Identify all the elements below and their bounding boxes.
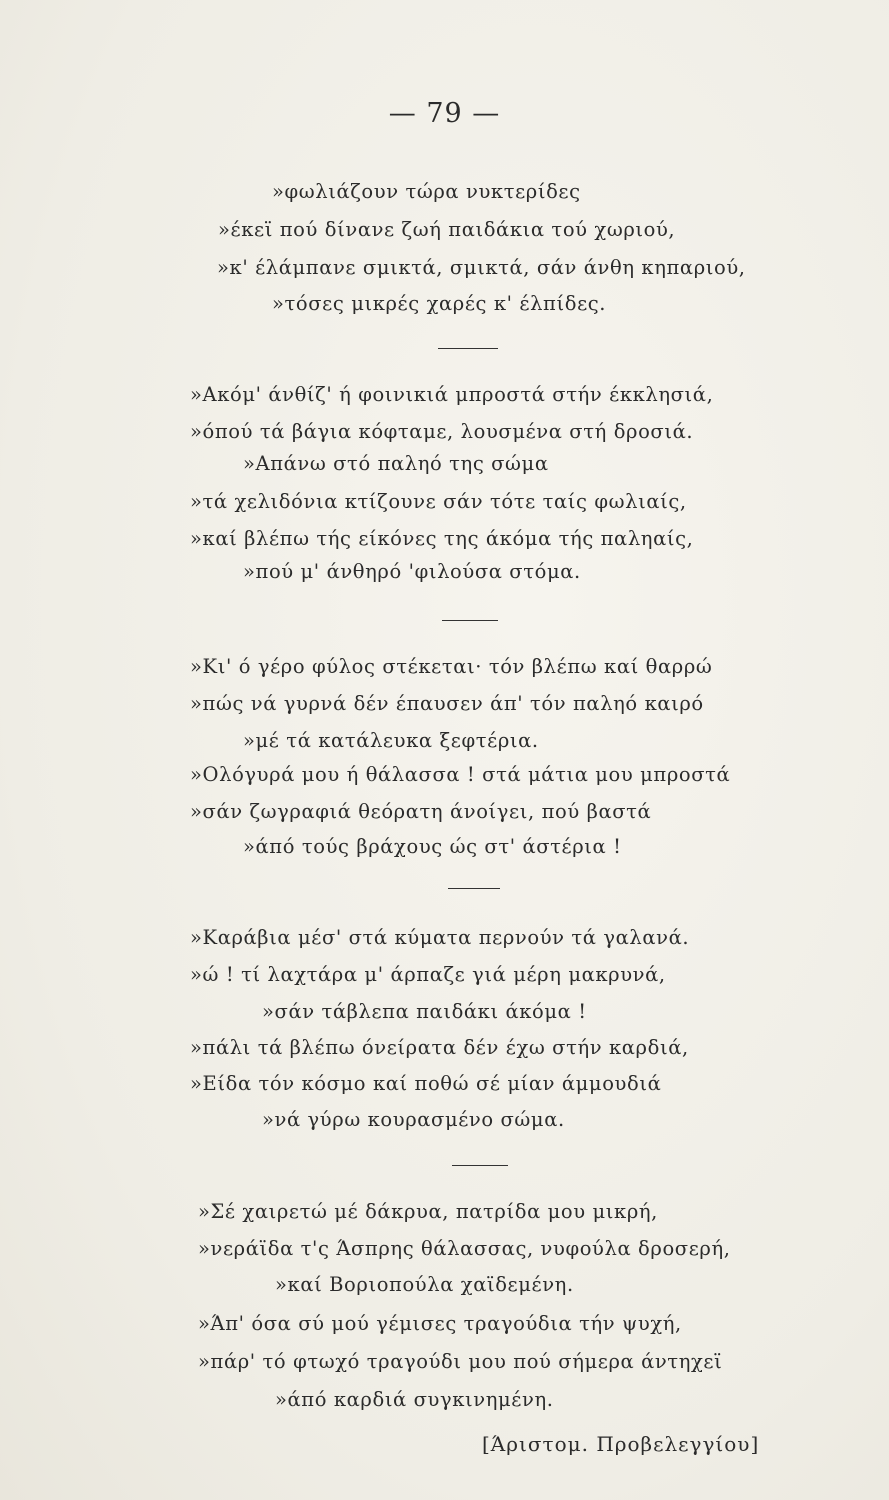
- poem-line: »καί Βοριοπούλα χαϊδεμένη.: [275, 1273, 574, 1296]
- poem-line: »μέ τά κατάλευκα ξεφτέρια.: [243, 729, 539, 752]
- poem-line: »ώ ! τί λαχτάρα μ' άρπαζε γιά μέρη μακρυνά,: [190, 963, 666, 986]
- poem-line: »Σέ χαιρετώ μέ δάκρυα, πατρίδα μου μικρή,: [198, 1200, 658, 1223]
- poem-line: »πάρ' τό φτωχό τραγούδι μου πού σήμερα άντηχεϊ: [198, 1350, 723, 1373]
- poem-line: »σάν τάβλεπα παιδάκι άκόμα !: [262, 1000, 587, 1023]
- poem-line: »πάλι τά βλέπω όνείρατα δέν έχω στήν καρδιά,: [190, 1036, 689, 1059]
- poem-line: »Κι' ό γέρο φύλος στέκεται· τόν βλέπω καί θαρρώ: [190, 655, 713, 678]
- poem-line: »Απάνω στό παληό της σώμα: [243, 452, 549, 475]
- poem-line: »Καράβια μέσ' στά κύματα περνούν τά γαλανά.: [190, 926, 690, 949]
- poem-line: »νεράϊδα τ'ς Άσπρης θάλασσας, νυφούλα δροσερή,: [198, 1237, 731, 1260]
- poem-line: »άπό τούς βράχους ώς στ' άστέρια !: [243, 835, 622, 858]
- poem-line: »τά χελιδόνια κτίζουνε σάν τότε ταίς φωλιαίς,: [190, 490, 687, 513]
- poem-line: »νά γύρω κουρασμένο σώμα.: [262, 1108, 565, 1131]
- author-signature: [Άριστομ. Προβελεγγίου]: [482, 1432, 760, 1456]
- section-divider: [442, 620, 498, 621]
- poem-line: »πού μ' άνθηρό 'φιλούσα στόμα.: [243, 560, 581, 583]
- section-divider: [448, 888, 500, 889]
- section-divider: [452, 1165, 508, 1166]
- poem-line: »κ' έλάμπανε σμικτά, σμικτά, σάν άνθη κηπαριού,: [217, 256, 746, 279]
- poem-line: »φωλιάζουν τώρα νυκτερίδες: [272, 180, 581, 203]
- poem-line: »καί βλέπω τής είκόνες της άκόμα τής παληαίς,: [190, 527, 694, 550]
- poem-line: »σάν ζωγραφιά θεόρατη άνοίγει, πού βαστά: [190, 800, 652, 823]
- poem-line: »πώς νά γυρνά δέν έπαυσεν άπ' τόν παληό καιρό: [190, 692, 704, 715]
- poem-line: »έκεϊ πού δίνανε ζωή παιδάκια τού χωριού,: [218, 218, 676, 241]
- page-number: — 79 —: [388, 98, 501, 129]
- poem-line: »Ολόγυρά μου ή θάλασσα ! στά μάτια μου μπροστά: [190, 763, 731, 786]
- poem-line: »Είδα τόν κόσμο καί ποθώ σέ μίαν άμμουδιά: [190, 1072, 662, 1095]
- poem-line: »όπού τά βάγια κόφταμε, λουσμένα στή δροσιά.: [190, 420, 694, 443]
- poem-line: »άπό καρδιά συγκινημένη.: [275, 1388, 554, 1411]
- section-divider: [438, 348, 498, 349]
- poem-line: »Ακόμ' άνθίζ' ή φοινικιά μπροστά στήν έκκλησιά,: [190, 383, 714, 406]
- poem-line: »τόσες μικρές χαρές κ' έλπίδες.: [272, 292, 607, 315]
- poem-line: »Άπ' όσα σύ μού γέμισες τραγούδια τήν ψυχή,: [198, 1312, 682, 1335]
